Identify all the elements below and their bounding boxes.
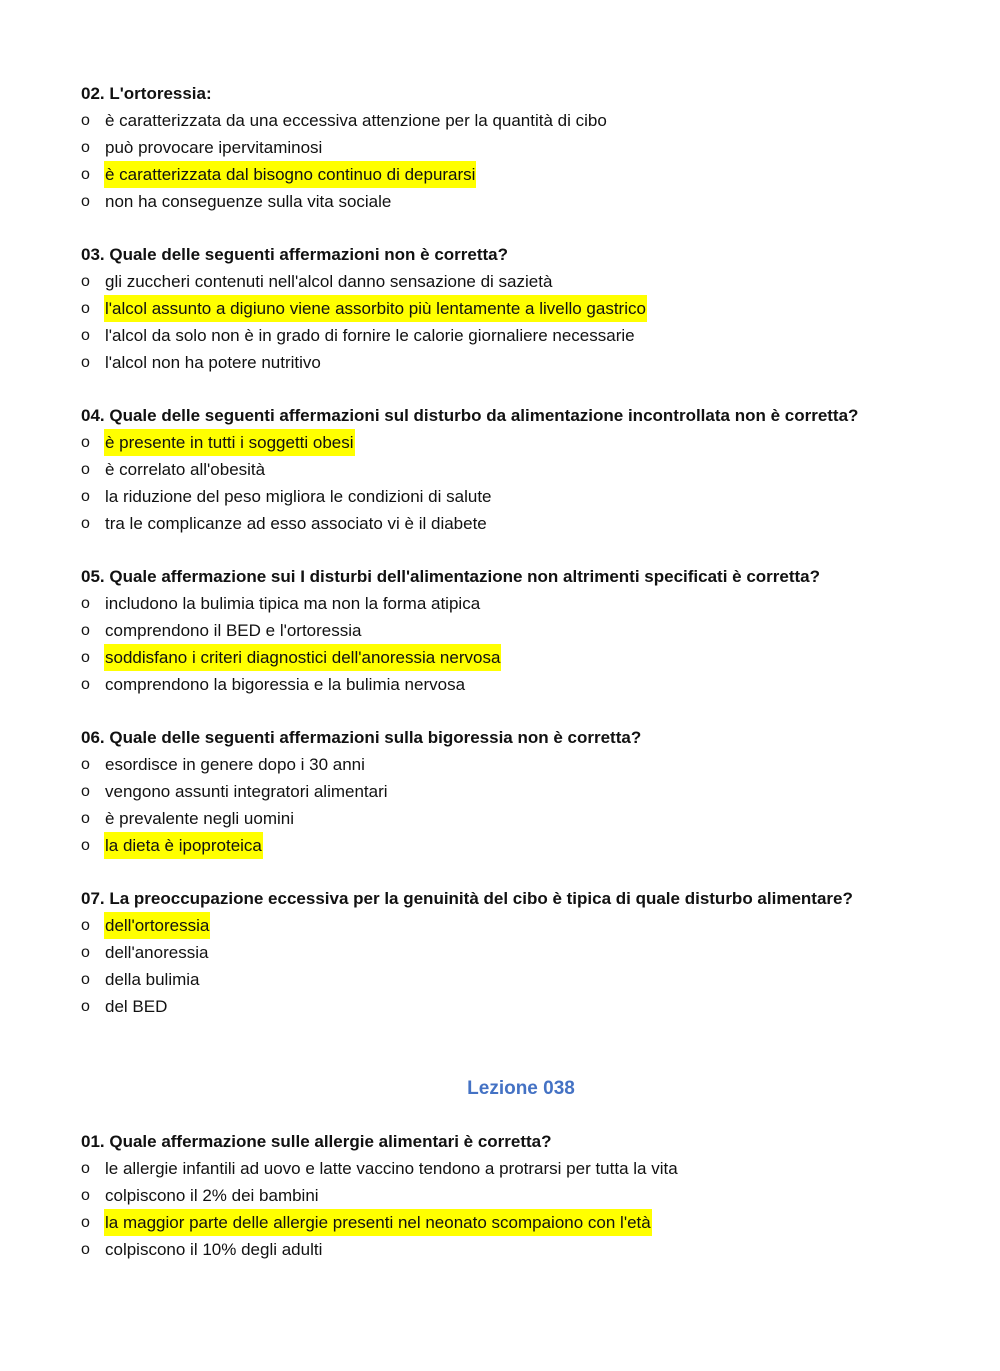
answer-option (81, 349, 961, 376)
answer-option-text: vengono assunti integratori alimentari (105, 782, 388, 801)
question-title: 03. Quale delle seguenti affermazioni non è corretta? (81, 245, 509, 264)
answer-option (81, 322, 961, 349)
answer-option (81, 1155, 961, 1182)
answer-option-text: esordisce in genere dopo i 30 anni (105, 755, 365, 774)
answer-option-text: includono la bulimia tipica ma non la forma atipica (105, 594, 481, 613)
answer-option-text: dell'anoressia (105, 943, 209, 962)
answer-option-text: dell'ortoressia (104, 912, 210, 939)
answer-option (81, 1182, 961, 1209)
question-block (81, 241, 961, 376)
answer-option (81, 268, 961, 295)
answer-option-correct (81, 161, 961, 188)
question-block (81, 402, 961, 537)
answer-option (81, 483, 961, 510)
answer-option-text: l'alcol da solo non è in grado di fornire le calorie giornaliere necessarie (105, 326, 635, 345)
answer-option-correct (81, 429, 961, 456)
circle-bullet-icon: o (81, 354, 90, 371)
answer-option (81, 805, 961, 832)
answer-option-text: colpiscono il 10% degli adulti (105, 1240, 323, 1259)
answer-option-text: è correlato all'obesità (105, 460, 266, 479)
answer-option-text: le allergie infantili ad uovo e latte vaccino tendono a protrarsi per tutta la vita (105, 1159, 678, 1178)
answer-option (81, 1236, 961, 1263)
answer-option-text: non ha conseguenze sulla vita sociale (105, 192, 392, 211)
circle-bullet-icon: o (81, 998, 90, 1015)
answer-option (81, 671, 961, 698)
answer-option-text: colpiscono il 2% dei bambini (105, 1186, 319, 1205)
answer-option-text: comprendono la bigoressia e la bulimia nervosa (105, 675, 466, 694)
answer-option-text: soddisfano i criteri diagnostici dell'anoressia nervosa (104, 644, 501, 671)
circle-bullet-icon: o (81, 139, 90, 156)
answer-option (81, 590, 961, 617)
answer-option (81, 966, 961, 993)
question-block (81, 885, 961, 1020)
circle-bullet-icon: o (81, 837, 90, 854)
answer-option (81, 456, 961, 483)
circle-bullet-icon: o (81, 515, 90, 532)
circle-bullet-icon: o (81, 112, 90, 129)
answer-option (81, 751, 961, 778)
answer-option-correct (81, 644, 961, 671)
circle-bullet-icon: o (81, 595, 90, 612)
answer-option-text: del BED (105, 997, 168, 1016)
circle-bullet-icon: o (81, 1214, 90, 1231)
answer-option-text: è presente in tutti i soggetti obesi (104, 429, 355, 456)
answer-option (81, 107, 961, 134)
circle-bullet-icon: o (81, 461, 90, 478)
circle-bullet-icon: o (81, 649, 90, 666)
answer-option-correct (81, 295, 961, 322)
circle-bullet-icon: o (81, 756, 90, 773)
answer-option-correct (81, 832, 961, 859)
question-title: 07. La preoccupazione eccessiva per la genuinità del cibo è tipica di quale disturbo alimentare? (81, 889, 853, 908)
answer-option (81, 993, 961, 1020)
answer-option (81, 778, 961, 805)
circle-bullet-icon: o (81, 810, 90, 827)
answer-option (81, 188, 961, 215)
question-block (81, 724, 961, 859)
answer-option-text: è caratterizzata da una eccessiva attenzione per la quantità di cibo (105, 111, 607, 130)
questions-section-previous-lesson (81, 80, 961, 1020)
answer-option-text: la dieta è ipoproteica (104, 832, 263, 859)
question-block (81, 1128, 961, 1263)
question-title: 04. Quale delle seguenti affermazioni sul disturbo da alimentazione incontrollata non è corretta? (81, 406, 859, 425)
answer-option (81, 939, 961, 966)
answer-option-text: gli zuccheri contenuti nell'alcol danno sensazione di sazietà (105, 272, 553, 291)
circle-bullet-icon: o (81, 327, 90, 344)
answer-option-correct (81, 1209, 961, 1236)
question-title: 06. Quale delle seguenti affermazioni sulla bigoressia non è corretta? (81, 728, 642, 747)
answer-option-text: tra le complicanze ad esso associato vi è il diabete (105, 514, 487, 533)
circle-bullet-icon: o (81, 622, 90, 639)
questions-section-lesson-038 (81, 1128, 961, 1263)
circle-bullet-icon: o (81, 1241, 90, 1258)
circle-bullet-icon: o (81, 273, 90, 290)
answer-option-text: della bulimia (105, 970, 200, 989)
answer-option (81, 617, 961, 644)
answer-option-text: la maggior parte delle allergie presenti nel neonato scompaiono con l'età (104, 1209, 652, 1236)
circle-bullet-icon: o (81, 944, 90, 961)
question-title: 05. Quale affermazione sui I disturbi dell'alimentazione non altrimenti specificati è corretta? (81, 567, 821, 586)
circle-bullet-icon: o (81, 300, 90, 317)
question-block (81, 563, 961, 698)
circle-bullet-icon: o (81, 166, 90, 183)
circle-bullet-icon: o (81, 1187, 90, 1204)
answer-option-text: è caratterizzata dal bisogno continuo di depurarsi (104, 161, 476, 188)
circle-bullet-icon: o (81, 1160, 90, 1177)
circle-bullet-icon: o (81, 971, 90, 988)
circle-bullet-icon: o (81, 434, 90, 451)
answer-option-correct (81, 912, 961, 939)
answer-option (81, 510, 961, 537)
question-title: 02. L'ortoressia: (81, 84, 212, 103)
circle-bullet-icon: o (81, 783, 90, 800)
answer-option-text: l'alcol non ha potere nutritivo (105, 353, 321, 372)
answer-option-text: la riduzione del peso migliora le condizioni di salute (105, 487, 492, 506)
document-page (81, 80, 961, 1289)
circle-bullet-icon: o (81, 193, 90, 210)
circle-bullet-icon: o (81, 676, 90, 693)
answer-option-text: è prevalente negli uomini (105, 809, 295, 828)
circle-bullet-icon: o (81, 917, 90, 934)
answer-option (81, 134, 961, 161)
answer-option-text: l'alcol assunto a digiuno viene assorbito più lentamente a livello gastrico (104, 295, 647, 322)
lesson-heading: Lezione 038 (467, 1078, 575, 1099)
question-title: 01. Quale affermazione sulle allergie alimentari è corretta? (81, 1132, 552, 1151)
answer-option-text: comprendono il BED e l'ortoressia (105, 621, 362, 640)
question-block (81, 80, 961, 215)
circle-bullet-icon: o (81, 488, 90, 505)
answer-option-text: può provocare ipervitaminosi (105, 138, 323, 157)
